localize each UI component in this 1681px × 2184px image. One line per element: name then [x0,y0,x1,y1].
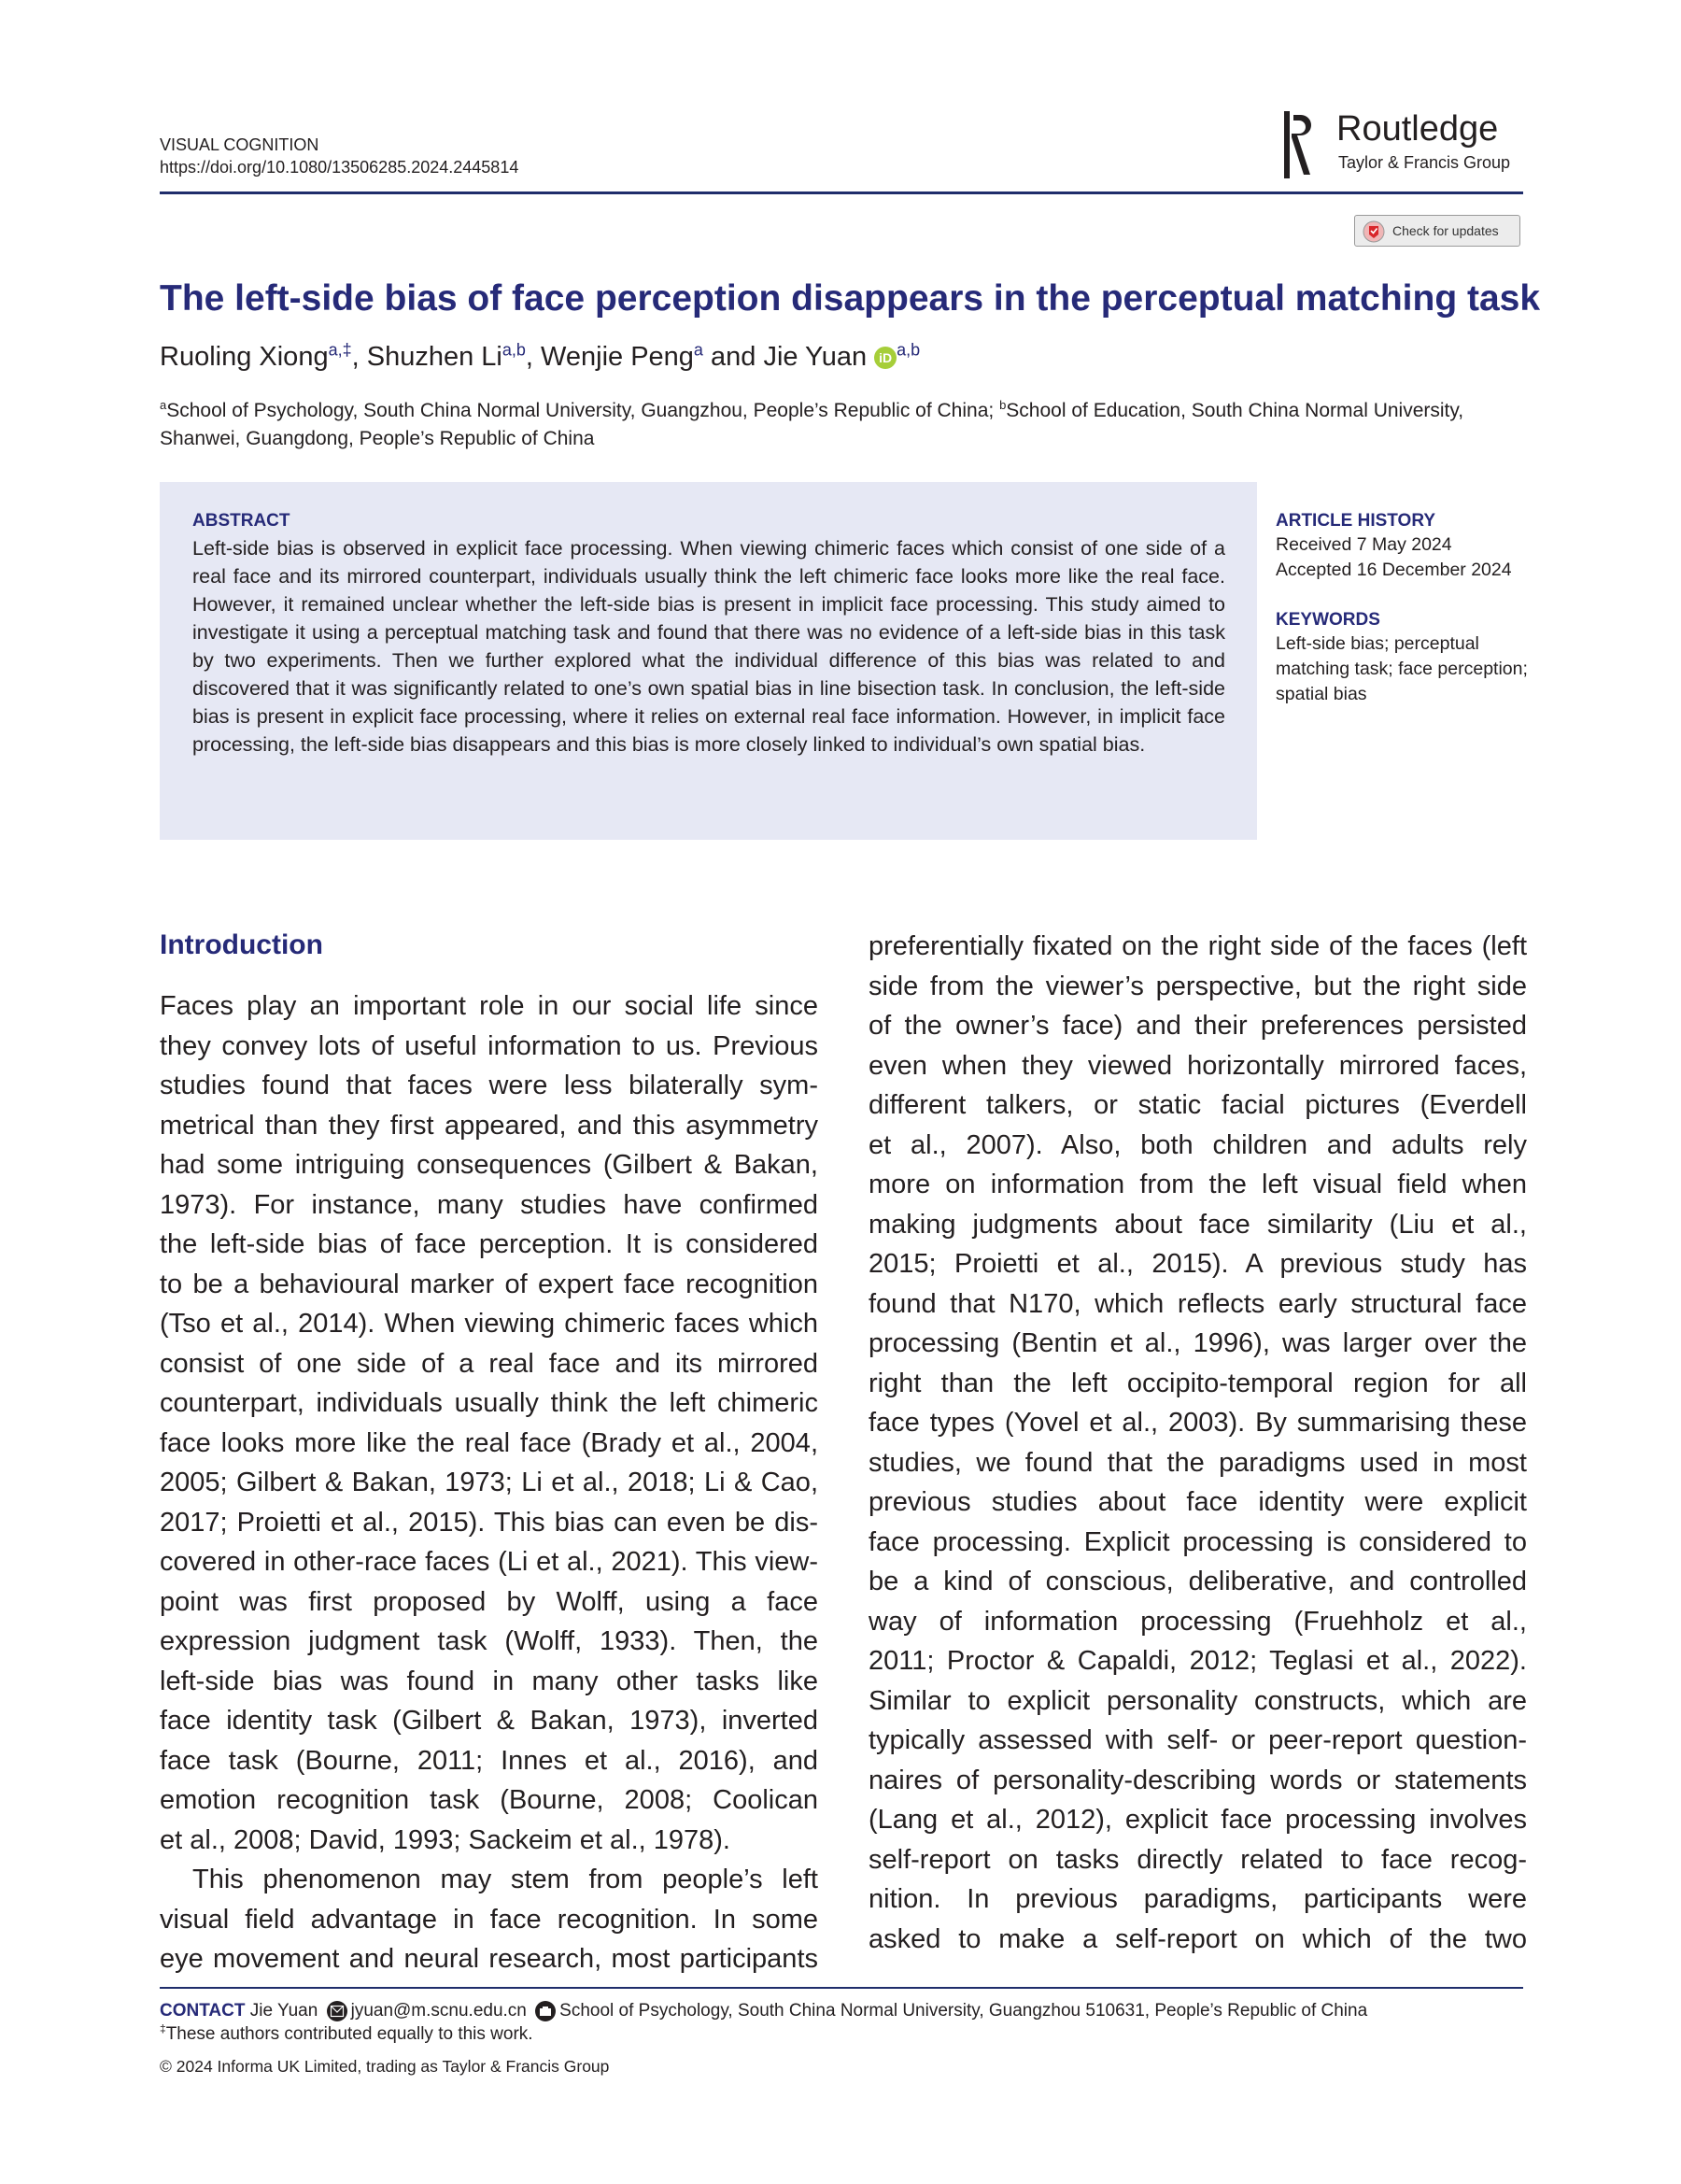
crossmark-icon [1363,220,1385,243]
routledge-logo[interactable] [1284,107,1527,182]
body-text-line: counterpart, individuals usually think the left chimeric [160,1388,818,1418]
article-title: The left-side bias of face perception disappears in the perceptual matching task [160,278,1541,319]
body-text-line: (Lang et al., 2012), explicit face processing involves [869,1805,1527,1835]
routledge-r-icon [1284,111,1328,179]
body-text-line: studies found that faces were less bilaterally sym- [160,1071,818,1100]
body-text-line: found that N170, which reflects early structural face [869,1288,1527,1319]
body-text-line: face identity task (Gilbert & Bakan, 1973), inverted [160,1706,818,1736]
body-text-line: emotion recognition task (Bourne, 2008; Coolican [160,1785,818,1815]
body-text-line: be a kind of conscious, deliberative, and controlled [869,1567,1527,1596]
body-text-line: consist of one side of a real face and its mirrored [160,1348,818,1379]
publisher-group: Taylor & Francis Group [1338,153,1511,172]
body-text-line: Similar to explicit personality constructs, which are [869,1685,1527,1716]
received-date: Received 7 May 2024 [1276,534,1452,555]
body-text-line: way of information processing (Fruehholz et al., [869,1606,1527,1637]
author-name[interactable]: Shuzhen Li [366,342,502,372]
keywords [1276,609,1528,707]
body-text-line: This phenomenon may stem from people’s left [192,1865,818,1894]
body-text-line: side from the viewer’s perspective, but the right side [869,971,1527,1001]
body-text-line: face types (Yovel et al., 2003). By summarising these [869,1408,1527,1438]
section-heading-introduction: Introduction [160,929,323,960]
journal-header [160,134,518,178]
body-text-line: the left-side bias of face perception. It is considered [160,1229,818,1259]
body-text-line: previous studies about face identity were explicit [869,1487,1527,1517]
body-text-line: et al., 2008; David, 1993; Sackeim et al., 1978). [160,1824,730,1855]
body-column-right [869,927,1527,1959]
body-text-line: asked to make a self-report on which of the two [869,1923,1527,1954]
author-list: Ruoling Xiong$^{a,\ddagger}$, Shuzhen Li$^{a,b}$, Wenjie Peng$^a$ and Jie Yuan iD $^{a,b}$ [160,340,921,372]
body-text-line: right than the left occipito-temporal region for all [869,1368,1527,1398]
body-text-line: metrical than they first appeared, and this asymmetry [160,1110,818,1141]
author-name[interactable]: Jie Yuan [763,342,868,372]
publisher-name: Routledge [1336,109,1499,149]
contact-address: School of Psychology, South China Normal University, Guangzhou 510631, People’s Republic of China [559,2001,1368,2021]
body-text-line: visual field advantage in face recognition. In some [160,1904,818,1935]
body-text-line: naires of personality-describing words or statements [869,1765,1527,1795]
abstract-heading: ABSTRACT [192,511,290,531]
author-affiliation-mark: a [693,340,703,360]
keywords-heading: KEYWORDS [1276,610,1380,630]
keywords-text: Left-side bias; perceptual matching task; face perception; spatial bias [1276,633,1528,704]
body-text-line: preferentially fixated on the right side of the faces (left [869,931,1527,961]
author-footnote: ‡These authors contributed equally to this work. [160,2021,533,2044]
body-text-line: 2011; Proctor & Capaldi, 2012; Teglasi et al., 2022). [869,1646,1527,1676]
orcid-icon[interactable]: iD [874,347,897,369]
author-name[interactable]: Wenjie Peng [541,342,694,372]
body-text-line: eye movement and neural research, most participants [160,1944,818,1974]
author-affiliation-mark: a,b [501,340,526,360]
body-text-line: processing (Bentin et al., 1996), was larger over the [869,1328,1527,1358]
doi-link[interactable]: https://doi.org/10.1080/13506285.2024.2445814 [160,158,519,177]
body-text-line: face processing. Explicit processing is considered to [869,1526,1527,1557]
body-text-line: left-side bias was found in many other tasks like [160,1666,818,1696]
body-text-line: to be a behavioural marker of expert face recognition [160,1269,818,1299]
body-text-line: nition. In previous paradigms, participants were [869,1884,1527,1914]
body-text-line: 2017; Proietti et al., 2015). This bias can even be dis- [160,1507,818,1538]
contact-name: Jie Yuan [249,2001,318,2021]
footer-rule [160,1987,1523,1989]
check-updates-label: Check for updates [1392,223,1499,238]
article-history-heading: ARTICLE HISTORY [1276,511,1436,531]
email-icon [327,2001,347,2021]
body-text-line: different talkers, or static facial pictures (Everdell [869,1090,1527,1120]
body-text-line: more on information from the left visual field when [869,1170,1527,1199]
body-text-line: face looks more like the real face (Brady et al., 2004, [160,1427,818,1458]
accepted-date: Accepted 16 December 2024 [1276,560,1512,580]
body-text-line: typically assessed with self- or peer-report question- [869,1725,1527,1755]
body-text-line: Faces play an important role in our social life since [160,991,818,1021]
abstract-text: Left-side bias is observed in explicit face processing. When viewing chimeric faces which consist of one side of a real face and its mirrored counterpart, individuals usually think the left chimeric face looks more like the real face. However, it remained unclear whether the left-side bias is present in implicit face processing. This study aimed to investigate it using a perceptual matching task and found that there was no evidence of a left-side bias in this task by two experiments. Then we further explored what the individual difference of this bias was related to and discovered that it was significantly related to one’s own spatial bias in line bisection task. In conclusion, the left-side bias is present in explicit face processing, where it relies on external real face information. However, in implicit face processing, the left-side bias disappears and this bias is more closely linked to individual’s own spatial bias. [192,537,1225,756]
body-text-line: et al., 2007). Also, both children and adults rely [869,1129,1527,1160]
body-text-line: had some intriguing consequences (Gilbert & Bakan, [160,1150,818,1180]
affiliations: $^a$School of Psychology, South China Normal University, Guangzhou, People’s Republic of China; $^b$School of Education, South China Normal University, Shanwei, Guangdong, People’s Republic of China [160,398,1464,449]
body-text-line: expression judgment task (Wolff, 1933). Then, the [160,1626,818,1656]
body-text-line: covered in other-race faces (Li et al., 2021). This view- [160,1547,818,1577]
article-history [1276,510,1537,583]
body-text-line: (Tso et al., 2014). When viewing chimeric faces which [160,1309,818,1339]
svg-text:ROUTLEDGE: ROUTLEDGE [1322,144,1328,179]
body-text-line: face task (Bourne, 2011; Innes et al., 2016), and [160,1745,818,1776]
body-text-line: they convey lots of useful information to us. Previous [160,1030,818,1061]
author-affiliation-mark: a,b [897,340,921,360]
body-text-line: self-report on tasks directly related to face recog- [869,1844,1527,1875]
body-text-line: even when they viewed horizontally mirrored faces, [869,1050,1527,1081]
copyright-notice: © 2024 Informa UK Limited, trading as Taylor & Francis Group [160,2057,610,2076]
author-name[interactable]: Ruoling Xiong [160,342,329,372]
journal-name: VISUAL COGNITION [160,135,319,154]
body-column-left [160,986,818,1979]
body-text-line: 2005; Gilbert & Bakan, 1973; Li et al., 2018; Li & Cao, [160,1468,818,1497]
header-rule [160,191,1523,194]
contact-line [160,1999,1367,2023]
author-affiliation-mark: a,‡ [328,340,352,360]
contact-email[interactable]: jyuan@m.scnu.edu.cn [350,2001,527,2021]
body-text-line: studies, we found that the paradigms used in most [869,1447,1527,1478]
body-text-line: making judgments about face similarity (Liu et al., [869,1209,1527,1240]
body-text-line: of the owner’s face) and their preferences persisted [869,1011,1527,1041]
check-for-updates-button[interactable] [1354,215,1520,247]
address-icon [535,2001,556,2021]
body-text-line: point was first proposed by Wolff, using a face [160,1586,818,1617]
body-text-line: 1973). For instance, many studies have confirmed [160,1189,818,1220]
body-text-line: 2015; Proietti et al., 2015). A previous study has [869,1249,1527,1279]
contact-label: CONTACT [160,2001,246,2021]
